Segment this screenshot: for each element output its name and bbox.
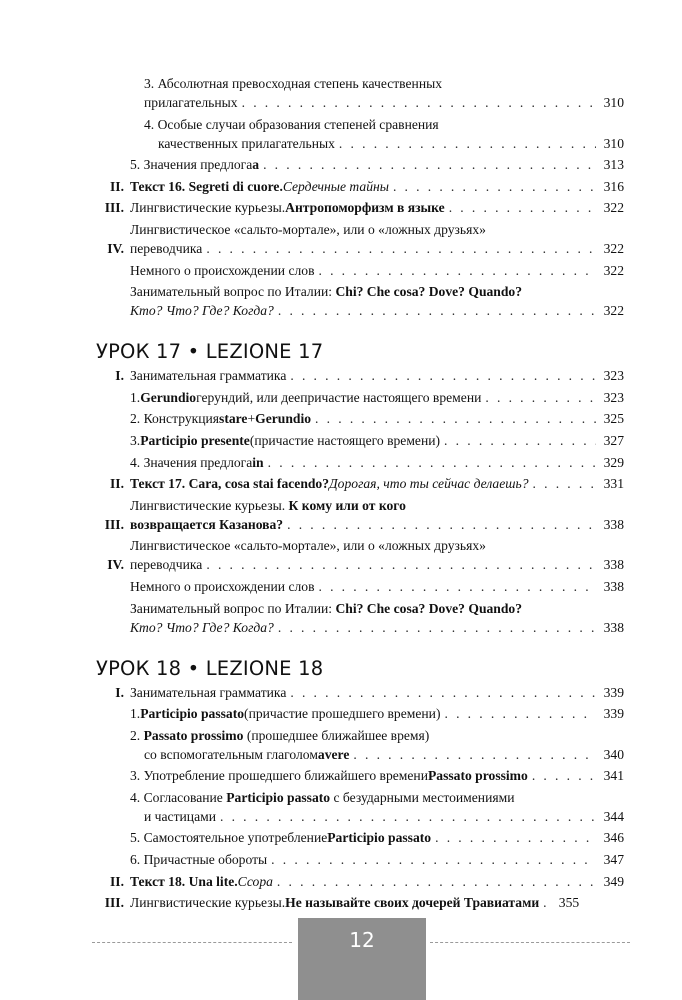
leader-dots <box>315 409 596 428</box>
toc-entry <box>96 704 624 723</box>
toc-entry <box>96 220 624 258</box>
toc-entry-text: (прошедшее ближайшее время) <box>243 727 430 743</box>
toc-entry-bold-text: Participio passato <box>226 789 331 805</box>
toc-section-number: II. <box>110 178 124 194</box>
toc-entry <box>96 872 624 891</box>
toc-entry <box>96 155 624 174</box>
toc-entry-text: герундий, или деепричастие настоящего времени <box>196 389 482 405</box>
toc-entry-text: Занимательная грамматика <box>130 684 287 700</box>
toc-entry-text: Занимательная грамматика <box>130 368 287 384</box>
toc-entry <box>96 453 624 472</box>
toc-entry-text: 4. Согласование <box>130 789 227 805</box>
toc-page-number: 327 <box>603 432 624 448</box>
leader-dots <box>543 893 551 912</box>
toc-entry-text: 6. Причастные обороты <box>130 852 268 868</box>
toc-entry-text: Лингвистическое «сальто-мортале», или о «ложных друзьях» <box>130 538 486 554</box>
toc-entry-text: 1. <box>130 389 141 405</box>
toc-page-number: 310 <box>603 135 624 151</box>
toc-page-number: 339 <box>603 706 624 722</box>
toc-page-number: 322 <box>603 240 624 256</box>
toc-entry <box>96 474 624 493</box>
toc-entry-text: Лингвистическое «сальто-мортале», или о «ложных друзьях» <box>130 221 486 237</box>
toc-page-number: 346 <box>603 830 624 846</box>
toc-page-number: 338 <box>603 516 624 532</box>
toc-entry <box>96 74 624 112</box>
toc-entry-text: переводчика <box>130 240 203 256</box>
toc-page-number: 325 <box>603 411 624 427</box>
lesson-heading: УРОК 18 • LEZIONE 18 <box>96 656 324 680</box>
toc-entry <box>96 577 624 596</box>
toc-entry-text: Занимательный вопрос по Италии: <box>130 284 336 300</box>
toc-entry-text: Лингвистические курьезы. <box>130 497 289 513</box>
toc-entry-text: Лингвистические курьезы. <box>130 895 286 911</box>
toc-entry-text: Лингвистические курьезы. <box>130 200 286 216</box>
toc-entry-text: Немного о происхождении слов <box>130 262 315 278</box>
toc-entry-text: (причастие настоящего времени) <box>249 432 441 448</box>
leader-dots <box>444 431 596 450</box>
toc-entry-text: и частицами <box>144 808 216 824</box>
toc-section-number: I. <box>115 684 124 700</box>
toc-page-number: 340 <box>603 746 624 762</box>
page-number-box <box>298 918 426 1000</box>
toc-page-number: 323 <box>603 368 624 384</box>
toc-page-number: 329 <box>603 454 624 470</box>
toc-entry-text: 2. Конструкция <box>130 411 220 427</box>
toc-entry <box>96 496 624 534</box>
toc-entry <box>96 431 624 450</box>
toc-section-number: III. <box>104 200 124 216</box>
toc-entry-bold-text: Participio passato <box>140 706 245 722</box>
footer-divider-left <box>92 942 292 943</box>
toc-page-number: 323 <box>603 389 624 405</box>
toc-page-number: 331 <box>603 476 624 492</box>
toc-section-number: II. <box>110 476 124 492</box>
leader-dots <box>206 555 596 574</box>
toc-page-number: 338 <box>603 619 624 635</box>
toc-entry-italic-text: Дорогая, что ты сейчас делаешь? <box>329 476 529 492</box>
page-footer <box>0 918 682 1000</box>
leader-dots <box>318 577 596 596</box>
toc-entry <box>96 536 624 574</box>
toc-entry-text: 4. Значения предлога <box>130 454 253 470</box>
toc-entry <box>96 115 624 153</box>
toc-entry-text: 5. Самостоятельное употребление <box>130 830 328 846</box>
leader-dots <box>339 134 596 153</box>
toc-entry-text: (причастие прошедшего времени) <box>244 706 441 722</box>
toc-entry <box>96 726 624 764</box>
toc-page-number: 344 <box>603 808 624 824</box>
toc-entry <box>96 388 624 407</box>
toc-entry <box>96 766 624 785</box>
toc-entry-text: качественных прилагательных <box>158 135 335 151</box>
toc-entry-bold-text: Антропоморфизм в языке <box>285 200 445 216</box>
toc-section-number: IV. <box>107 557 124 573</box>
toc-entry-text: 1. <box>130 706 141 722</box>
leader-dots <box>393 177 596 196</box>
toc-entry-italic-text: Кто? Что? Где? Когда? <box>130 303 274 319</box>
toc-entry-bold-text: a <box>252 157 260 173</box>
leader-dots <box>271 850 596 869</box>
toc-entry <box>96 683 624 702</box>
toc-page-number: 338 <box>603 557 624 573</box>
leader-dots <box>532 766 596 785</box>
lesson-heading: УРОК 17 • LEZIONE 17 <box>96 340 324 364</box>
toc-entry-bold-text: Chi? Che cosa? Dove? Quando? <box>335 600 523 616</box>
toc-entry-italic-text: Сердечные тайны <box>282 178 389 194</box>
toc-entry <box>96 177 624 196</box>
toc-entry-bold-text: Текст 16. Segreti di cuore. <box>130 178 283 194</box>
table-of-contents <box>96 74 624 912</box>
leader-dots <box>277 872 596 891</box>
toc-entry-bold-text: Gerundio <box>255 411 312 427</box>
toc-entry <box>96 261 624 280</box>
toc-entry-text: Немного о происхождении слов <box>130 578 315 594</box>
toc-entry-text: 4. Особые случаи образования степеней сравнения <box>144 116 439 132</box>
toc-entry-bold-text: stare <box>219 411 248 427</box>
toc-entry-italic-text: Кто? Что? Где? Когда? <box>130 619 274 635</box>
toc-entry-bold-text: Participio passato <box>327 830 432 846</box>
toc-entry-text: 3. Абсолютная превосходная степень качественных <box>144 76 443 91</box>
toc-entry-bold-text: Participio presente <box>140 432 250 448</box>
toc-entry-bold-text: Passato prossimo <box>143 727 244 743</box>
leader-dots <box>435 828 596 847</box>
toc-entry-text: со вспомогательным глаголом <box>144 746 318 762</box>
leader-dots <box>290 683 596 702</box>
toc-entry <box>96 599 624 637</box>
leader-dots <box>444 704 596 723</box>
toc-section-number: IV. <box>107 240 124 256</box>
toc-page-number: 322 <box>603 303 624 319</box>
leader-dots <box>485 388 596 407</box>
leader-dots <box>287 515 596 534</box>
leader-dots <box>353 745 596 764</box>
toc-entry <box>96 282 624 320</box>
leader-dots <box>278 301 596 320</box>
leader-dots <box>290 366 596 385</box>
toc-section-number: I. <box>115 368 124 384</box>
toc-section-number: III. <box>104 516 124 532</box>
page-number: 12 <box>349 928 375 952</box>
toc-section-number: III. <box>104 895 124 911</box>
leader-dots <box>449 198 596 217</box>
footer-divider-right <box>430 942 630 943</box>
toc-page-number: 339 <box>603 684 624 700</box>
toc-section-number: II. <box>110 873 124 889</box>
toc-entry-bold-text: Текст 17. Cara, cosa stai facendo? <box>130 476 330 492</box>
toc-entry-bold-text: Chi? Che cosa? Dove? Quando? <box>335 284 523 300</box>
toc-entry-bold-text: Не называйте своих дочерей Травиатами <box>285 895 540 911</box>
leader-dots <box>268 453 596 472</box>
toc-entry-text: 5. Значения предлога <box>130 157 253 173</box>
toc-page-number: 322 <box>603 200 624 216</box>
toc-page-number: 316 <box>603 178 624 194</box>
toc-entry <box>96 788 624 826</box>
toc-entry-bold-text: Passato prossimo <box>427 768 528 784</box>
toc-entry <box>96 893 624 912</box>
toc-page-number: 322 <box>603 262 624 278</box>
toc-entry-bold-text: avere <box>317 746 350 762</box>
toc-entry <box>96 366 624 385</box>
leader-dots <box>318 261 596 280</box>
toc-entry <box>96 828 624 847</box>
leader-dots <box>533 474 596 493</box>
leader-dots <box>242 93 596 112</box>
toc-entry-text: + <box>247 411 256 427</box>
leader-dots <box>206 239 596 258</box>
leader-dots <box>220 807 596 826</box>
toc-entry-text: с безударными местоимениями <box>330 789 515 805</box>
toc-page-number: 341 <box>603 768 624 784</box>
toc-entry-text: прилагательных <box>144 95 238 110</box>
toc-entry-bold-text: Текст 18. Una lite. <box>130 873 238 889</box>
toc-page-number: 313 <box>603 157 624 173</box>
toc-entry-text: 3. Употребление прошедшего ближайшего времени <box>130 768 428 784</box>
toc-page-number: 347 <box>603 852 624 868</box>
toc-entry-italic-text: Ссора <box>237 873 273 889</box>
toc-entry-bold-text: К кому или от кого <box>288 497 406 513</box>
toc-page-number: 355 <box>558 895 580 911</box>
toc-page-number: 349 <box>603 873 624 889</box>
toc-entry-bold-text: in <box>252 454 264 470</box>
toc-entry-bold-text: Gerundio <box>140 389 197 405</box>
toc-page-number: 338 <box>603 578 624 594</box>
toc-entry-text: Занимательный вопрос по Италии: <box>130 600 336 616</box>
toc-page-number: 310 <box>603 95 624 110</box>
toc-entry <box>96 850 624 869</box>
toc-entry-bold-text: возвращается Казанова? <box>130 516 284 532</box>
toc-entry-text: 2. <box>130 727 144 743</box>
toc-entry <box>96 409 624 428</box>
toc-entry <box>96 198 624 217</box>
leader-dots <box>278 618 596 637</box>
toc-entry-text: 3. <box>130 432 141 448</box>
leader-dots <box>263 155 596 174</box>
toc-entry-text: переводчика <box>130 557 203 573</box>
